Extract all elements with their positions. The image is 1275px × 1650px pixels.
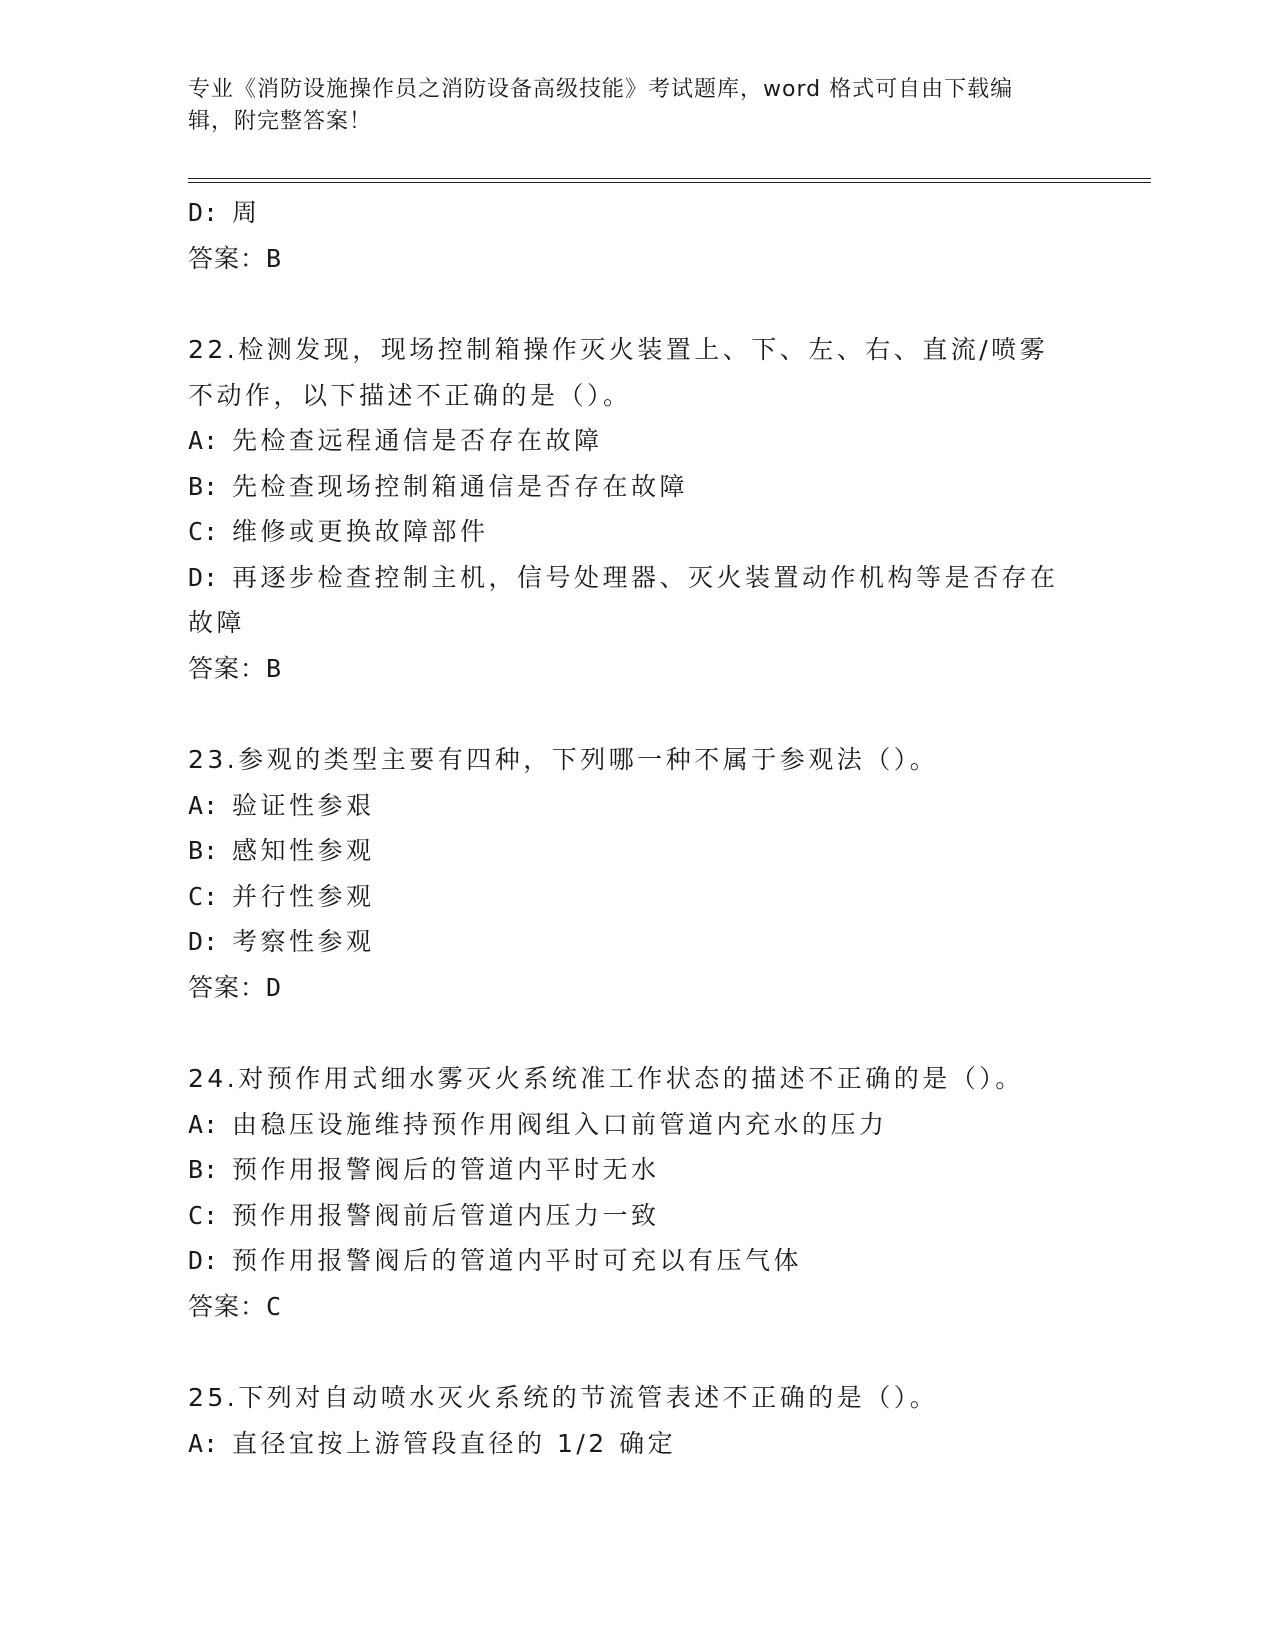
option-text: 直径宜按上游管段直径的 1/2 确定 xyxy=(232,1428,677,1458)
spacer xyxy=(188,1010,1088,1056)
option-letter: D: xyxy=(188,927,219,956)
option-c xyxy=(188,874,1088,920)
header-line-1: 专业《消防设施操作员之消防设备高级技能》考试题库，word 格式可自由下载编 xyxy=(188,77,1014,102)
option-d xyxy=(188,190,1088,236)
answer-value: C xyxy=(266,1291,283,1321)
spacer xyxy=(188,1329,1088,1375)
answer-label: 答案： xyxy=(188,972,267,1002)
question-stem-line: 不动作，以下描述不正确的是（）。 xyxy=(188,380,632,410)
option-text: 验证性参艰 xyxy=(232,790,375,820)
question-stem-line: 24.对预作用式细水雾灭火系统准工作状态的描述不正确的是（）。 xyxy=(188,1064,1024,1093)
question-stem-line: 25.下列对自动喷水灭火系统的节流管表述不正确的是（）。 xyxy=(188,1383,939,1412)
option-d-continuation: 故障 xyxy=(188,608,246,637)
option-letter: C: xyxy=(188,881,219,911)
option-letter: B: xyxy=(188,471,219,501)
question-23 xyxy=(188,737,1088,1010)
option-text: 预作用报警阀后的管道内平时可充以有压气体 xyxy=(232,1246,803,1275)
option-c xyxy=(188,509,1088,555)
answer-label: 答案： xyxy=(188,653,267,683)
option-text: 维修或更换故障部件 xyxy=(232,517,489,546)
option-text: 考察性参观 xyxy=(232,927,375,956)
option-text: 感知性参观 xyxy=(232,836,375,865)
document-header xyxy=(188,74,1088,138)
option-letter: D: xyxy=(188,562,219,592)
answer-line xyxy=(188,236,1088,282)
option-letter: B: xyxy=(188,836,219,865)
option-a xyxy=(188,783,1088,829)
option-letter: A: xyxy=(188,790,219,820)
option-text: 并行性参观 xyxy=(232,881,375,911)
option-b xyxy=(188,828,1088,874)
option-letter: A: xyxy=(188,426,219,455)
option-text: 预作用报警阀前后管道内压力一致 xyxy=(232,1200,660,1230)
header-line-2: 辑，附完整答案！ xyxy=(188,109,373,134)
answer-line xyxy=(188,965,1088,1011)
answer-line xyxy=(188,646,1088,692)
question-22 xyxy=(188,327,1088,691)
option-letter: A: xyxy=(188,1109,219,1139)
option-letter: C: xyxy=(188,517,219,546)
option-text: 周 xyxy=(232,198,261,227)
answer-value: B xyxy=(266,243,283,273)
page-content xyxy=(188,190,1088,1466)
option-letter: D: xyxy=(188,1246,219,1275)
answer-label: 答案： xyxy=(188,243,267,273)
spacer xyxy=(188,691,1088,737)
option-d xyxy=(188,1238,1088,1284)
option-d xyxy=(188,555,1088,601)
option-letter: C: xyxy=(188,1200,219,1230)
option-b xyxy=(188,1147,1088,1193)
option-text: 先检查现场控制箱通信是否存在故障 xyxy=(232,471,689,501)
option-a xyxy=(188,1421,1088,1467)
header-divider-top xyxy=(188,178,1151,179)
question-stem-line: 23.参观的类型主要有四种，下列哪一种不属于参观法（）。 xyxy=(188,745,939,774)
option-a xyxy=(188,418,1088,464)
option-text: 再逐步检查控制主机，信号处理器、灭火装置动作机构等是否存在 xyxy=(232,562,1059,592)
answer-value: B xyxy=(266,653,283,683)
header-divider-bottom xyxy=(188,182,1151,183)
answer-value: D xyxy=(266,972,283,1002)
option-letter: A: xyxy=(188,1428,219,1458)
option-text: 由稳压设施维持预作用阀组入口前管道内充水的压力 xyxy=(232,1109,888,1139)
answer-label: 答案： xyxy=(188,1291,267,1321)
option-letter: B: xyxy=(188,1155,219,1184)
option-text: 预作用报警阀后的管道内平时无水 xyxy=(232,1155,660,1184)
question-24 xyxy=(188,1056,1088,1329)
answer-line xyxy=(188,1284,1088,1330)
question-stem-line: 22.检测发现，现场控制箱操作灭火装置上、下、左、右、直流/喷雾 xyxy=(188,335,1049,364)
option-letter: D: xyxy=(188,198,219,227)
question-25 xyxy=(188,1375,1088,1466)
spacer xyxy=(188,281,1088,327)
option-d xyxy=(188,919,1088,965)
option-b xyxy=(188,464,1088,510)
option-text: 先检查远程通信是否存在故障 xyxy=(232,426,603,455)
option-c xyxy=(188,1193,1088,1239)
option-a xyxy=(188,1102,1088,1148)
